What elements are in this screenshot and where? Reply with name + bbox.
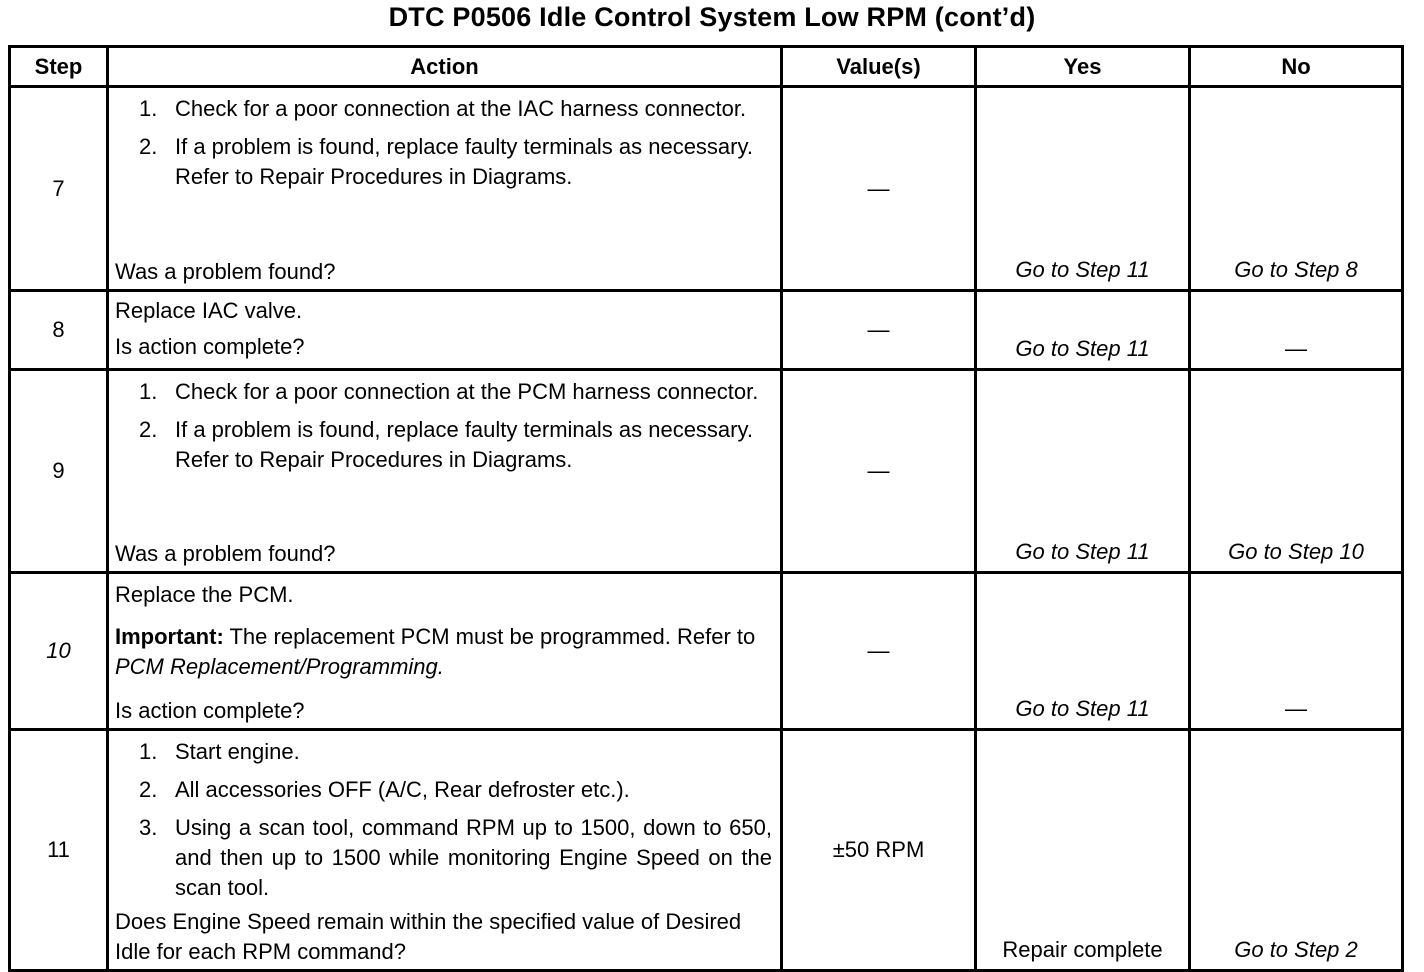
yes-cell: Go to Step 11 [976, 370, 1190, 573]
value-cell: — [782, 291, 976, 370]
list-item: 1. Check for a poor connection at the IAC harness connector. [139, 96, 747, 121]
table-row [10, 730, 1403, 971]
table-row [10, 291, 1403, 370]
step-number: 9 [10, 370, 108, 573]
list-item: 2. All accessories OFF (A/C, Rear defroster etc.). [139, 777, 630, 802]
action-list [115, 377, 772, 475]
list-item: 2. If a problem is found, replace faulty terminals as necessary. Refer to Repair Procedures in Diagrams. [139, 134, 753, 189]
no-cell: Go to Step 8 [1190, 87, 1403, 291]
yes-cell: Go to Step 11 [976, 87, 1190, 291]
header-values: Value(s) [782, 47, 976, 87]
header-no: No [1190, 47, 1403, 87]
value-cell: — [782, 87, 976, 291]
important-ref: PCM Replacement/Programming. [115, 654, 444, 679]
action-cell [108, 370, 782, 573]
value-cell: — [782, 573, 976, 730]
action-list [115, 94, 772, 192]
list-item: 3. Using a scan tool, command RPM up to 1500, down to 650, and then up to 1500 while monitoring Engine Speed on the scan tool. [139, 815, 772, 900]
step-number: 8 [10, 291, 108, 370]
no-cell: Go to Step 10 [1190, 370, 1403, 573]
table-row [10, 573, 1403, 730]
action-question: Is action complete? [115, 698, 305, 723]
value-cell: — [782, 370, 976, 573]
action-question: Is action complete? [115, 334, 305, 359]
list-item: 1. Start engine. [139, 739, 300, 764]
action-question: Was a problem found? [115, 259, 336, 284]
action-cell [108, 291, 782, 370]
step-number: 10 [10, 573, 108, 730]
action-cell [108, 87, 782, 291]
step-number: 7 [10, 87, 108, 291]
diagnostic-table [8, 45, 1404, 972]
step-number: 11 [10, 730, 108, 971]
yes-cell: Go to Step 11 [976, 573, 1190, 730]
header-row [10, 47, 1403, 87]
action-question: Was a problem found? [115, 541, 336, 566]
important-text: The replacement PCM must be programmed. Refer to [229, 624, 756, 649]
header-step: Step [10, 47, 108, 87]
yes-cell: Repair complete [976, 730, 1190, 971]
page-title: DTC P0506 Idle Control System Low RPM (cont’d) [388, 2, 1036, 32]
action-question: Does Engine Speed remain within the specified value of Desired Idle for each RPM command? [115, 909, 742, 964]
no-cell: — [1190, 573, 1403, 730]
action-list [115, 737, 772, 903]
yes-cell: Go to Step 11 [976, 291, 1190, 370]
action-cell [108, 573, 782, 730]
header-yes: Yes [976, 47, 1190, 87]
list-item: 2. If a problem is found, replace faulty terminals as necessary. Refer to Repair Procedures in Diagrams. [139, 417, 753, 472]
action-text: Replace the PCM. [115, 582, 294, 607]
no-cell: — [1190, 291, 1403, 370]
list-item: 1. Check for a poor connection at the PCM harness connector. [139, 379, 759, 404]
action-text: Replace IAC valve. [115, 298, 303, 323]
value-cell: ±50 RPM [782, 730, 976, 971]
important-label: Important: [115, 624, 224, 649]
no-cell: Go to Step 2 [1190, 730, 1403, 971]
important-note [115, 622, 772, 682]
header-action: Action [108, 47, 782, 87]
table-row [10, 370, 1403, 573]
table-row [10, 87, 1403, 291]
action-cell [108, 730, 782, 971]
